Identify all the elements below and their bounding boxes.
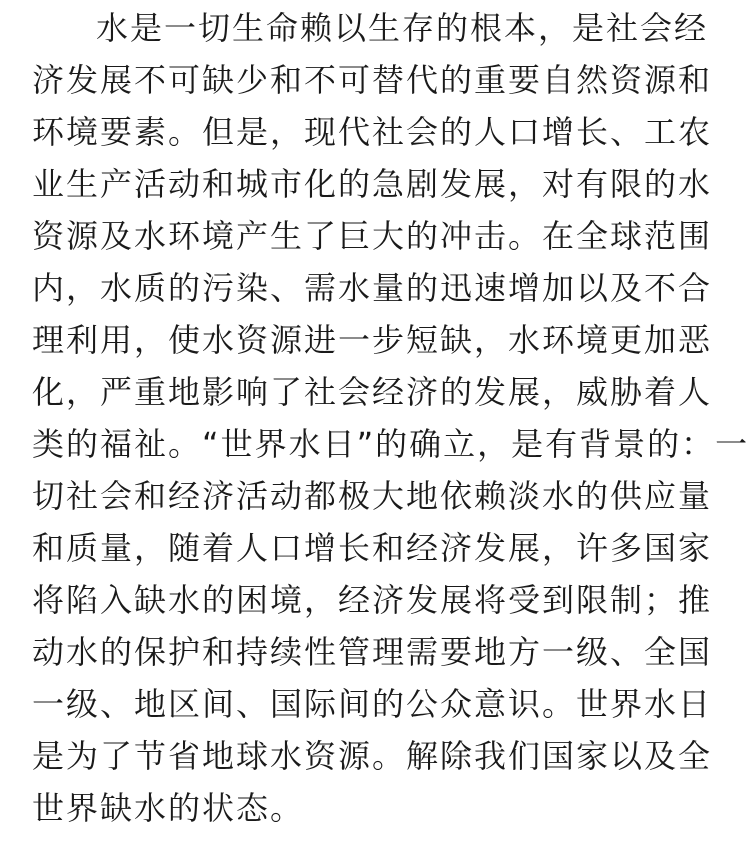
paragraph-line: 和质量，随着人口增长和经济发展，许多国家 bbox=[32, 529, 713, 567]
paragraph-line: 动水的保护和持续性管理需要地方一级、全国 bbox=[32, 633, 713, 671]
paragraph-line: 理利用，使水资源进一步短缺，水环境更加恶 bbox=[32, 321, 713, 359]
paragraph-line: 济发展不可缺少和不可替代的重要自然资源和 bbox=[32, 61, 713, 99]
paragraph-line: 一级、地区间、国际间的公众意识。世界水日 bbox=[32, 685, 713, 723]
paragraph-line: 业生产活动和城市化的急剧发展，对有限的水 bbox=[32, 165, 713, 203]
paragraph-line: 切社会和经济活动都极大地依赖淡水的供应量 bbox=[32, 477, 713, 515]
paragraph-line: 内，水质的污染、需水量的迅速增加以及不合 bbox=[32, 269, 713, 307]
paragraph-line: 将陷入缺水的困境，经济发展将受到限制；推 bbox=[32, 581, 713, 619]
paragraph-line: 世界缺水的状态。 bbox=[32, 789, 305, 827]
paragraph-line: 水是一切生命赖以生存的根本，是社会经 bbox=[96, 9, 709, 47]
paragraph-line: 资源及水环境产生了巨大的冲击。在全球范围 bbox=[32, 217, 713, 255]
paragraph-line: 类的福祉。“世界水日”的确立，是有背景的：一 bbox=[32, 425, 750, 463]
paragraph-line: 环境要素。但是，现代社会的人口增长、工农 bbox=[32, 113, 713, 151]
paragraph-line: 化，严重地影响了社会经济的发展，威胁着人 bbox=[32, 373, 713, 411]
paragraph-line: 是为了节省地球水资源。解除我们国家以及全 bbox=[32, 737, 713, 775]
